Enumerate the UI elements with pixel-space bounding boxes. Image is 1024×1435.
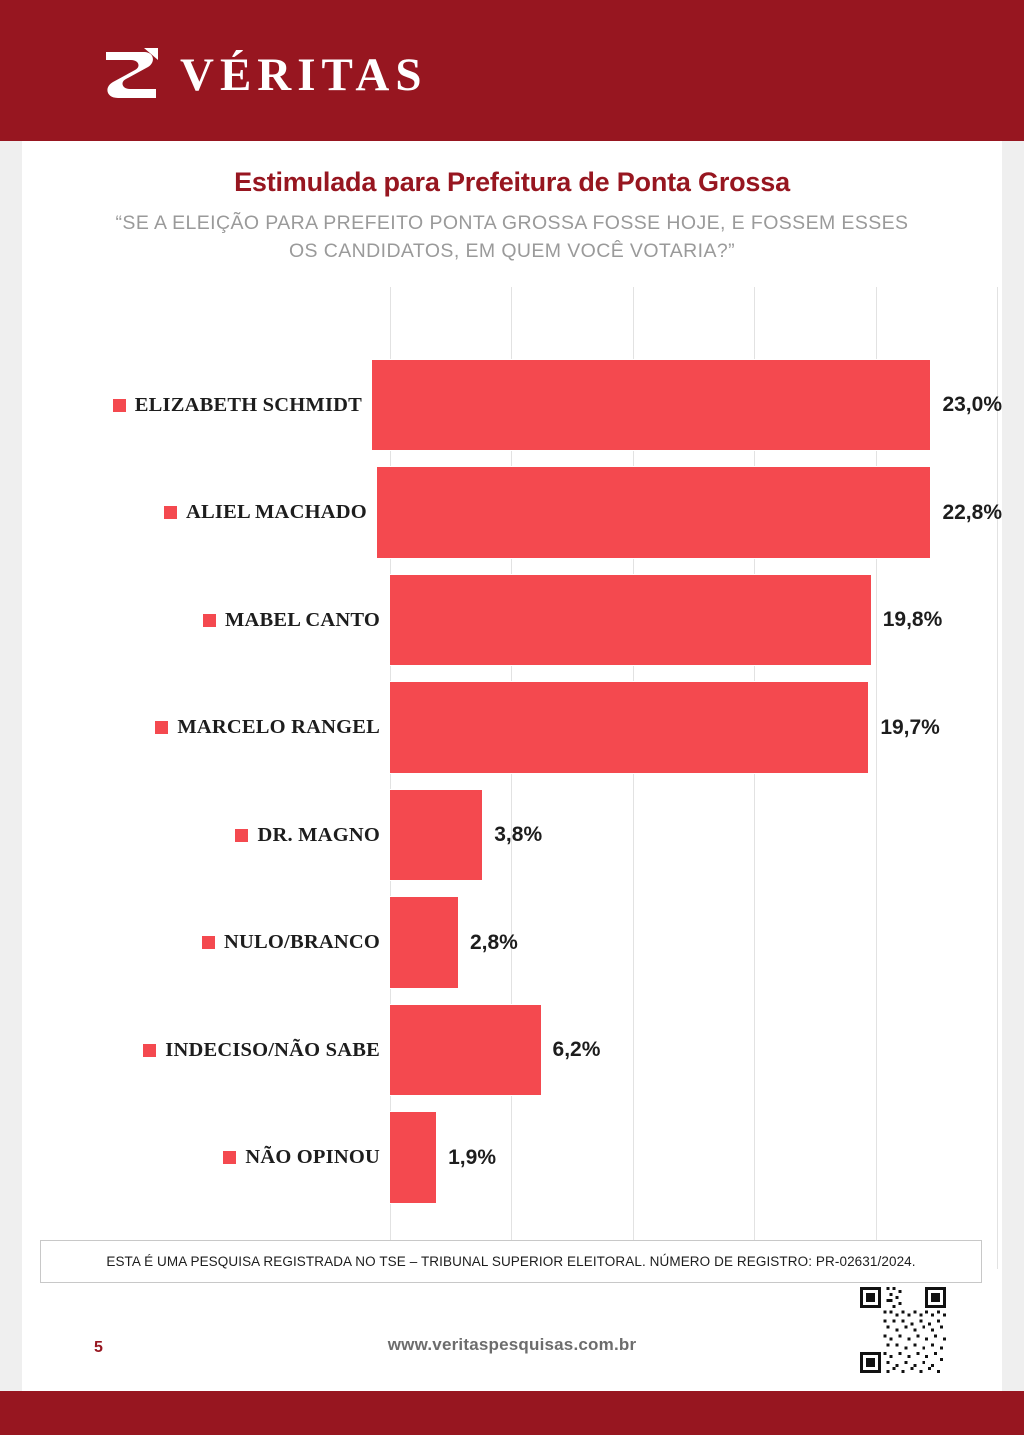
bar-category-text: ALIEL MACHADO	[186, 501, 367, 524]
bar-category-text: MARCELO RANGEL	[177, 716, 380, 739]
legend-swatch-icon	[202, 936, 215, 949]
bar	[372, 359, 930, 451]
header-band	[0, 0, 1024, 141]
bar-value-label: 6,2%	[552, 1038, 601, 1062]
bar	[390, 681, 868, 773]
bar-row	[22, 674, 1002, 782]
legend-swatch-icon	[223, 1151, 236, 1164]
page-edge-right	[1002, 0, 1024, 1435]
bar-value-label: 19,8%	[882, 608, 943, 632]
legend-swatch-icon	[203, 614, 216, 627]
bar-category-label	[22, 824, 390, 847]
chart-title: Estimulada para Prefeitura de Ponta Grossa	[234, 167, 790, 197]
bar-category-label	[22, 1039, 390, 1062]
bar-category-label	[22, 1146, 390, 1169]
bar	[390, 1111, 436, 1203]
legend-swatch-icon	[143, 1044, 156, 1057]
veritas-logo-icon	[100, 46, 162, 104]
bar-category-label	[22, 501, 377, 524]
bar-value-label: 3,8%	[494, 823, 543, 847]
page-edge-left	[0, 0, 22, 1435]
bar-rows	[22, 351, 1002, 1211]
bar-zone	[390, 996, 1002, 1104]
bar-zone	[390, 781, 1002, 889]
bar-category-text: INDECISO/NÃO SABE	[165, 1038, 380, 1061]
bar-zone	[377, 459, 1002, 567]
bar-zone	[390, 566, 1002, 674]
content-card	[22, 141, 1002, 1391]
bar-zone	[390, 674, 1002, 782]
site-url: www.veritaspesquisas.com.br	[387, 1335, 637, 1354]
tse-registration-note: ESTA É UMA PESQUISA REGISTRADA NO TSE – TRIBUNAL SUPERIOR ELEITORAL. NÚMERO DE REGISTRO: PR-02631/2024.	[40, 1240, 982, 1283]
brand-name: VÉRITAS	[180, 49, 428, 101]
bar	[390, 896, 458, 988]
bar	[377, 466, 931, 558]
bar-category-label	[22, 716, 390, 739]
bar-value-label: 19,7%	[880, 715, 940, 739]
bar	[390, 789, 482, 881]
bar-row	[22, 459, 1002, 567]
bar-category-text: DR. MAGNO	[257, 823, 380, 846]
bar-value-label: 22,8%	[942, 500, 1002, 524]
legend-swatch-icon	[155, 721, 168, 734]
bar-row	[22, 781, 1002, 889]
plot-area	[22, 287, 1002, 1277]
chart-subtitle: “SE A ELEIÇÃO PARA PREFEITO PONTA GROSSA FOSSE HOJE, E FOSSEM ESSES OS CANDIDATOS, EM QUEM VOCÊ VOTARIA?”	[115, 212, 909, 262]
bar-row	[22, 889, 1002, 997]
bar-zone	[390, 889, 1002, 997]
bar-value-label: 1,9%	[448, 1145, 496, 1169]
bottom-band	[0, 1391, 1024, 1435]
bar-zone	[390, 1104, 1002, 1212]
legend-swatch-icon	[164, 506, 177, 519]
bar-category-text: ELIZABETH SCHMIDT	[134, 393, 363, 416]
brand	[100, 46, 427, 104]
bar-category-label	[22, 931, 390, 954]
legend-swatch-icon	[235, 829, 248, 842]
bar-row	[22, 1104, 1002, 1212]
bar-row	[22, 996, 1002, 1104]
bar	[390, 574, 871, 666]
bar-value-label: 23,0%	[942, 393, 1002, 417]
bar	[390, 1004, 541, 1096]
bar-category-label	[22, 394, 372, 417]
bar-row	[22, 351, 1002, 459]
bar-category-text: NULO/BRANCO	[224, 931, 380, 954]
bar-row	[22, 566, 1002, 674]
bar-chart	[22, 287, 1002, 1277]
bar-category-text: NÃO OPINOU	[245, 1146, 380, 1169]
qr-code-icon	[860, 1287, 946, 1373]
footer	[22, 1291, 1002, 1381]
bar-value-label: 2,8%	[469, 930, 518, 954]
bar-zone	[372, 351, 1002, 459]
bar-category-label	[22, 609, 390, 632]
bar-category-text: MABEL CANTO	[224, 608, 380, 631]
page-number: 5	[94, 1339, 103, 1356]
legend-swatch-icon	[113, 399, 126, 412]
